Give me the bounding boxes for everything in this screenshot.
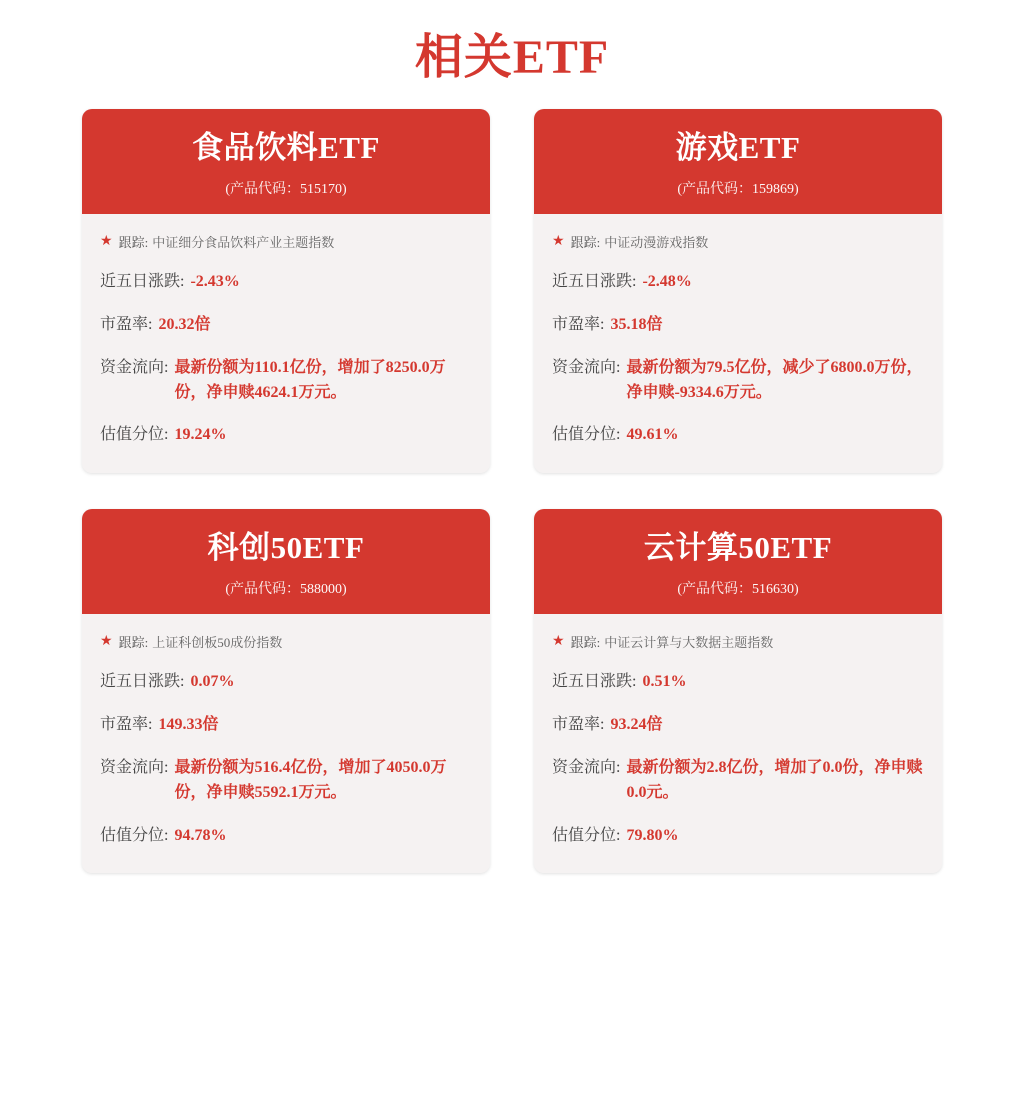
- etf-card-header: [534, 509, 942, 614]
- etf-code: (产品代码：516630): [677, 582, 799, 598]
- etf-track-row: [100, 228, 472, 261]
- etf-name: 云计算50ETF: [643, 530, 833, 566]
- flow-value: 最新份额为516.4亿份，增加了4050.0万份，净申赎5592.1万元。: [174, 758, 447, 801]
- pe-label: 市盈率:: [100, 716, 153, 734]
- etf-card-body: [534, 614, 942, 873]
- etf-card[interactable]: [534, 509, 942, 873]
- track-label: 跟踪:: [570, 635, 601, 651]
- etf-valuation-row: [100, 815, 472, 858]
- etf-change-row: [552, 661, 924, 704]
- pe-label: 市盈率:: [552, 716, 605, 734]
- change-label: 近五日涨跌:: [100, 673, 185, 691]
- etf-pe-row: [552, 304, 924, 347]
- etf-card-grid: [0, 109, 1024, 873]
- flow-value: 最新份额为79.5亿份，减少了6800.0万份，净申赎-9334.6万元。: [626, 358, 923, 401]
- etf-name: 科创50ETF: [207, 530, 365, 566]
- etf-card-header: [82, 109, 490, 214]
- change-value: 0.07%: [190, 673, 235, 691]
- etf-flow-row: [552, 747, 924, 815]
- etf-valuation-row: [100, 414, 472, 457]
- etf-track-row: [100, 628, 472, 661]
- etf-card[interactable]: [82, 109, 490, 473]
- valuation-label: 估值分位:: [100, 426, 169, 444]
- pe-value: 35.18倍: [610, 315, 663, 333]
- track-label: 跟踪:: [570, 235, 601, 251]
- etf-card[interactable]: [82, 509, 490, 873]
- etf-valuation-row: [552, 414, 924, 457]
- track-value: 中证云计算与大数据主题指数: [604, 635, 774, 651]
- track-value: 中证细分食品饮料产业主题指数: [152, 235, 335, 251]
- change-label: 近五日涨跌:: [552, 673, 637, 691]
- star-icon: ★: [100, 633, 113, 649]
- pe-label: 市盈率:: [100, 315, 153, 333]
- etf-page: [0, 18, 1024, 1098]
- flow-label: 资金流向:: [552, 758, 621, 776]
- valuation-value: 49.61%: [626, 426, 679, 444]
- star-icon: ★: [100, 233, 113, 249]
- valuation-value: 79.80%: [626, 826, 679, 844]
- valuation-label: 估值分位:: [552, 426, 621, 444]
- track-value: 上证科创板50成份指数: [152, 635, 283, 651]
- pe-value: 93.24倍: [610, 716, 663, 734]
- pe-value: 20.32倍: [158, 315, 211, 333]
- valuation-value: 19.24%: [174, 426, 227, 444]
- flow-label: 资金流向:: [552, 358, 621, 376]
- etf-card[interactable]: [534, 109, 942, 473]
- etf-card-header: [534, 109, 942, 214]
- etf-change-row: [100, 261, 472, 304]
- etf-flow-row: [552, 347, 924, 415]
- change-label: 近五日涨跌:: [100, 273, 185, 291]
- etf-code: (产品代码：588000): [225, 582, 347, 598]
- etf-pe-row: [100, 704, 472, 747]
- change-value: -2.48%: [642, 273, 692, 291]
- etf-card-body: [82, 214, 490, 473]
- etf-flow-row: [100, 347, 472, 415]
- etf-code: (产品代码：159869): [677, 182, 799, 198]
- etf-flow-row: [100, 747, 472, 815]
- valuation-label: 估值分位:: [552, 826, 621, 844]
- star-icon: ★: [552, 233, 565, 249]
- track-value: 中证动漫游戏指数: [604, 235, 709, 251]
- track-label: 跟踪:: [118, 235, 149, 251]
- track-label: 跟踪:: [118, 635, 149, 651]
- valuation-label: 估值分位:: [100, 826, 169, 844]
- page-title: 相关ETF: [414, 31, 610, 84]
- etf-track-row: [552, 628, 924, 661]
- etf-card-body: [82, 614, 490, 873]
- etf-name: 食品饮料ETF: [192, 130, 380, 165]
- star-icon: ★: [552, 633, 565, 649]
- etf-pe-row: [552, 704, 924, 747]
- etf-card-body: [534, 214, 942, 473]
- etf-pe-row: [100, 304, 472, 347]
- flow-value: 最新份额为2.8亿份，增加了0.0份，净申赎0.0元。: [626, 758, 923, 801]
- pe-label: 市盈率:: [552, 315, 605, 333]
- flow-label: 资金流向:: [100, 758, 169, 776]
- flow-value: 最新份额为110.1亿份，增加了8250.0万份，净申赎4624.1万元。: [174, 358, 446, 401]
- etf-code: (产品代码：515170): [225, 182, 347, 198]
- etf-track-row: [552, 228, 924, 261]
- change-value: 0.51%: [642, 673, 687, 691]
- change-value: -2.43%: [190, 273, 240, 291]
- valuation-value: 94.78%: [174, 826, 227, 844]
- etf-change-row: [100, 661, 472, 704]
- etf-name: 游戏ETF: [675, 130, 801, 165]
- change-label: 近五日涨跌:: [552, 273, 637, 291]
- etf-change-row: [552, 261, 924, 304]
- pe-value: 149.33倍: [158, 716, 219, 734]
- flow-label: 资金流向:: [100, 358, 169, 376]
- etf-card-header: [82, 509, 490, 614]
- etf-valuation-row: [552, 815, 924, 858]
